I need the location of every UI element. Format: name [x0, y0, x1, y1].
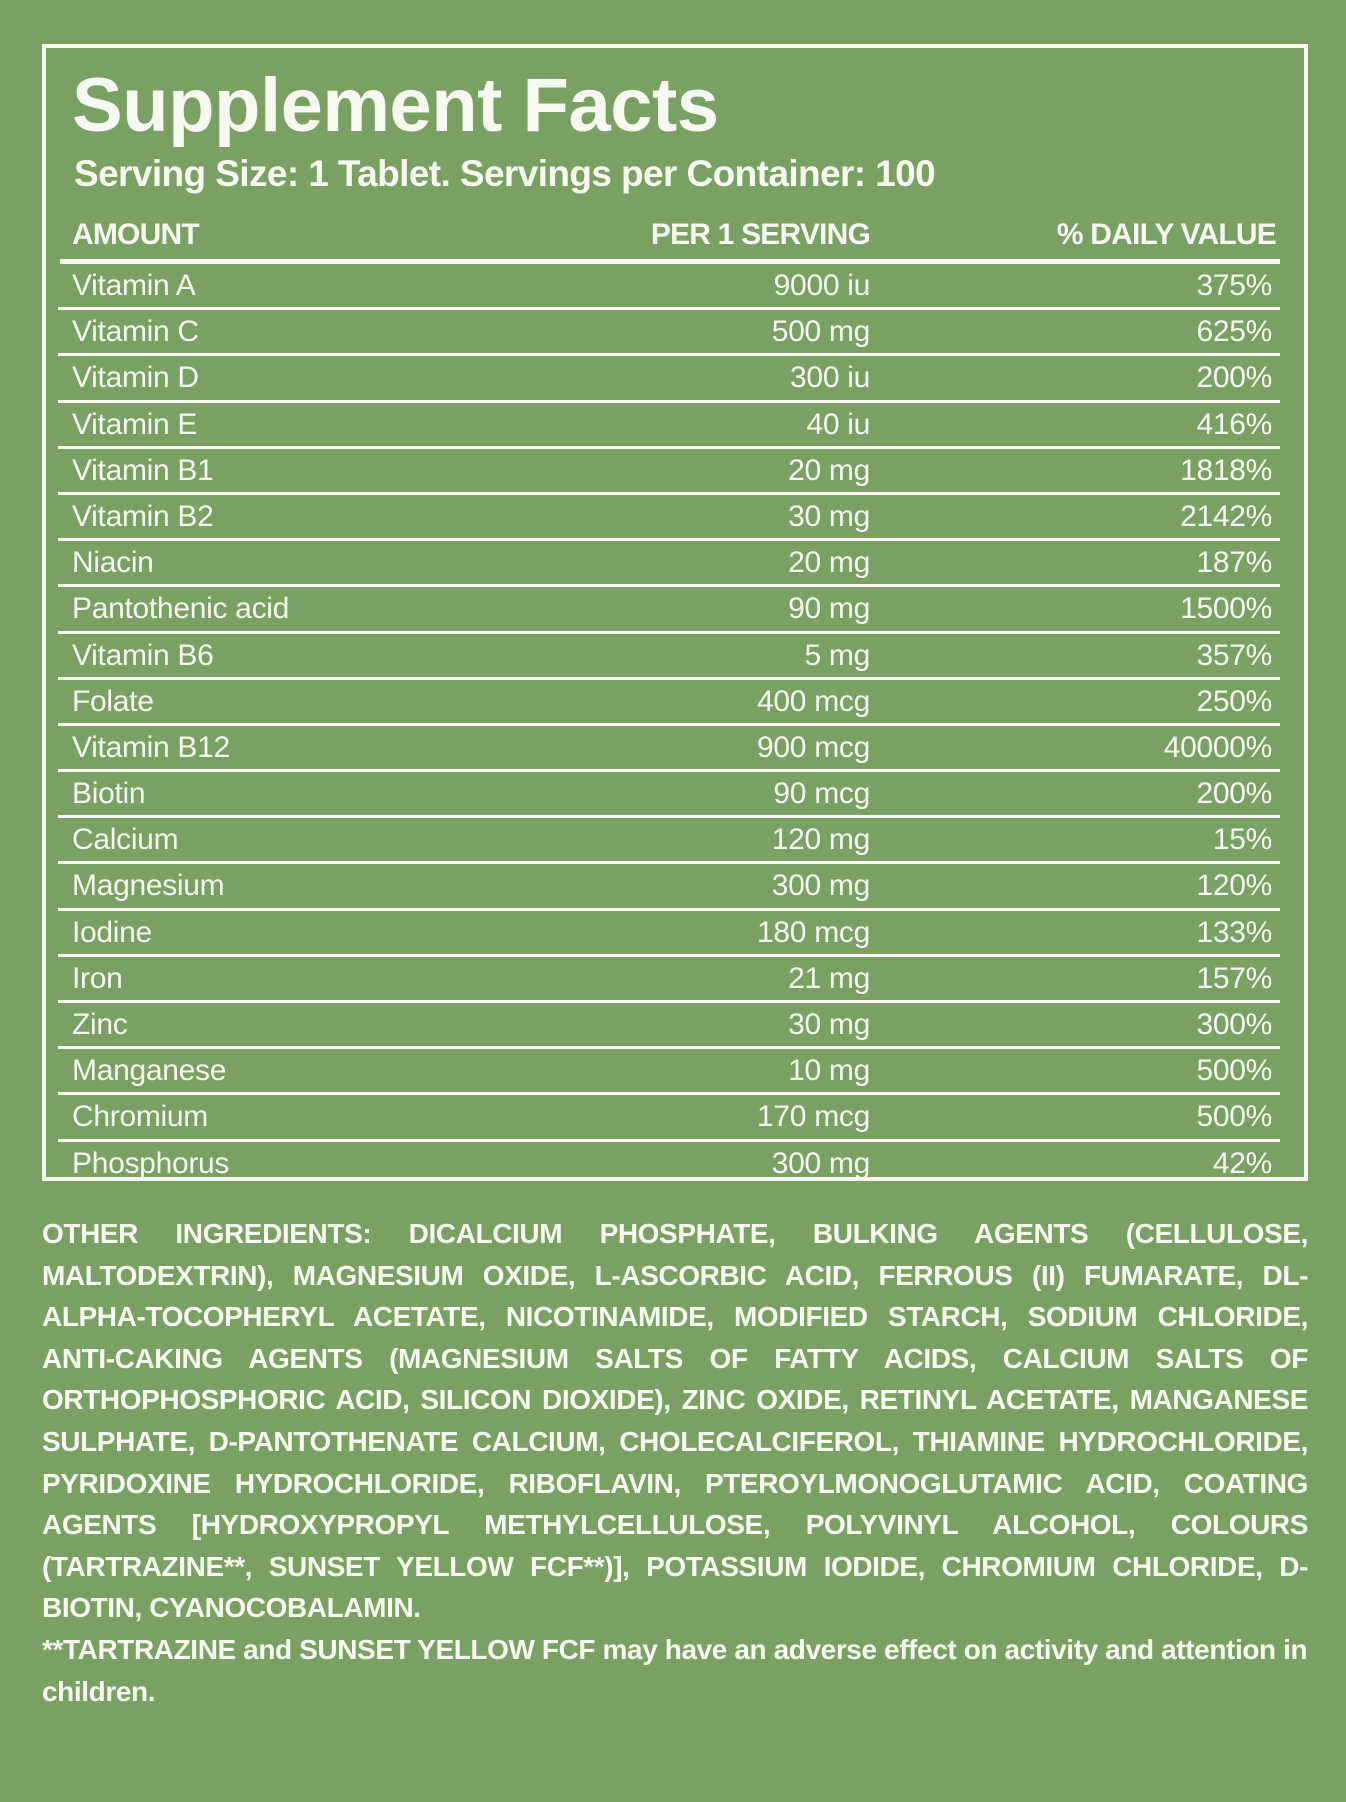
table-row	[58, 1003, 1280, 1049]
nutrient-name: Pantothenic acid	[72, 592, 290, 626]
header-per-serving: PER 1 SERVING	[650, 218, 870, 251]
table-row	[58, 726, 1280, 772]
nutrient-daily-value: 416%	[1196, 407, 1272, 441]
nutrient-name: Manganese	[72, 1054, 227, 1088]
nutrient-amount: 21 mg	[788, 961, 870, 995]
table-row	[58, 1095, 1280, 1141]
nutrient-daily-value: 375%	[1196, 269, 1272, 302]
nutrient-name: Niacin	[72, 546, 154, 580]
table-row	[58, 680, 1280, 726]
nutrient-amount: 30 mg	[788, 499, 870, 533]
serving-info: Serving Size: 1 Tablet. Servings per Container: 100	[74, 153, 936, 194]
table-row	[58, 1142, 1280, 1185]
nutrient-daily-value: 1818%	[1180, 453, 1272, 487]
nutrient-amount: 120 mg	[771, 823, 870, 857]
table-header	[60, 212, 1280, 264]
nutrient-daily-value: 500%	[1196, 1054, 1272, 1088]
nutrient-daily-value: 120%	[1196, 869, 1272, 903]
table-row	[58, 356, 1280, 402]
nutrient-daily-value: 2142%	[1180, 499, 1272, 533]
nutrient-amount: 180 mcg	[757, 915, 870, 949]
nutrient-name: Vitamin B1	[72, 453, 214, 487]
nutrient-daily-value: 625%	[1196, 315, 1272, 349]
panel-title: Supplement Facts	[72, 63, 719, 148]
nutrient-name: Calcium	[72, 823, 179, 857]
nutrient-daily-value: 250%	[1196, 684, 1272, 718]
nutrient-amount: 170 mcg	[757, 1100, 870, 1134]
nutrient-amount: 30 mg	[788, 1008, 870, 1041]
nutrient-table	[58, 212, 1280, 1185]
nutrient-amount: 10 mg	[788, 1054, 870, 1088]
nutrient-daily-value: 42%	[1212, 1146, 1272, 1180]
nutrient-amount: 500 mg	[771, 315, 870, 349]
header-amount: AMOUNT	[72, 218, 199, 251]
nutrient-name: Zinc	[72, 1008, 128, 1041]
nutrient-name: Vitamin C	[72, 315, 199, 349]
header-daily-value: % DAILY VALUE	[1056, 218, 1276, 251]
nutrient-name: Chromium	[72, 1100, 208, 1134]
table-row	[58, 403, 1280, 449]
nutrient-daily-value: 500%	[1196, 1100, 1272, 1134]
table-row	[58, 864, 1280, 910]
nutrient-name: Iodine	[72, 915, 152, 949]
nutrient-daily-value: 1500%	[1180, 592, 1272, 626]
nutrient-amount: 5 mg	[804, 638, 870, 672]
nutrient-amount: 400 mcg	[757, 684, 870, 718]
table-row	[58, 634, 1280, 680]
table-row	[58, 957, 1280, 1003]
nutrient-daily-value: 157%	[1196, 961, 1272, 995]
nutrient-name: Folate	[72, 684, 154, 718]
nutrient-name: Vitamin B6	[72, 638, 214, 672]
nutrient-amount: 20 mg	[788, 453, 870, 487]
table-row	[58, 911, 1280, 957]
nutrient-daily-value: 15%	[1212, 823, 1272, 857]
table-row	[58, 449, 1280, 495]
nutrient-name: Vitamin B2	[72, 499, 214, 533]
nutrient-daily-value: 187%	[1196, 546, 1272, 580]
nutrient-daily-value: 357%	[1196, 638, 1272, 672]
nutrient-name: Vitamin D	[72, 361, 199, 395]
nutrient-amount: 40 iu	[806, 407, 870, 441]
nutrient-amount: 300 mg	[771, 1146, 870, 1180]
nutrient-amount: 900 mcg	[757, 730, 870, 764]
nutrient-name: Iron	[72, 961, 123, 995]
nutrient-name: Phosphorus	[72, 1146, 230, 1180]
colour-warning-footnote: **TARTRAZINE and SUNSET YELLOW FCF may have an adverse effect on activity and attention in children.	[42, 1633, 1308, 1707]
nutrient-name: Magnesium	[72, 869, 225, 903]
nutrient-amount: 90 mg	[788, 592, 870, 626]
nutrient-name: Biotin	[72, 777, 146, 811]
table-row	[58, 772, 1280, 818]
other-ingredients	[42, 1213, 1308, 1712]
supplement-facts-panel	[42, 44, 1308, 1181]
table-row	[58, 541, 1280, 587]
table-row	[58, 818, 1280, 864]
nutrient-name: Vitamin E	[72, 407, 198, 441]
nutrient-amount: 90 mcg	[773, 777, 870, 811]
table-row	[58, 1049, 1280, 1095]
table-row	[58, 310, 1280, 356]
nutrient-daily-value: 200%	[1196, 361, 1272, 395]
nutrient-amount: 300 mg	[771, 869, 870, 903]
ingredients-list: OTHER INGREDIENTS: DICALCIUM PHOSPHATE, BULKING AGENTS (CELLULOSE, MALTODEXTRIN), MAGNESIUM OXIDE, L-ASCORBIC ACID, FERROUS (II) FUMARATE, DL-ALPHA-TOCOPHERYL ACETATE, NICOTINAMIDE, MODIFIED STARCH, SODIUM CHLORIDE, ANTI-CAKING AGENTS (MAGNESIUM SALTS OF FATTY ACIDS, CALCIUM SALTS OF ORTHOPHOSPHORIC ACID, SILICON DIOXIDE), ZINC OXIDE, RETINYL ACETATE, MANGANESE SULPHATE, D-PANTOTHENATE CALCIUM, CHOLECALCIFEROL, THIAMINE HYDROCHLORIDE, PYRIDOXINE HYDROCHLORIDE, RIBOFLAVIN, PTEROYLMONOGLUTAMIC ACID, COATING AGENTS [HYDROXYPROPYL METHYLCELLULOSE, POLYVINYL ALCOHOL, COLOURS (TARTRAZINE**, SUNSET YELLOW FCF**)], POTASSIUM IODIDE, CHROMIUM CHLORIDE, D-BIOTIN, CYANOCOBALAMIN.	[42, 1218, 1308, 1624]
nutrient-name: Vitamin B12	[72, 730, 230, 764]
table-row	[58, 264, 1280, 310]
table-body	[58, 264, 1280, 1185]
nutrient-daily-value: 300%	[1196, 1008, 1272, 1041]
nutrient-amount: 20 mg	[788, 546, 870, 580]
table-row	[58, 587, 1280, 633]
nutrient-amount: 300 iu	[790, 361, 870, 395]
table-row	[58, 495, 1280, 541]
nutrient-daily-value: 133%	[1196, 915, 1272, 949]
nutrient-daily-value: 200%	[1196, 777, 1272, 811]
nutrient-amount: 9000 iu	[773, 269, 870, 302]
nutrient-daily-value: 40000%	[1163, 730, 1272, 764]
nutrient-name: Vitamin A	[72, 269, 196, 302]
